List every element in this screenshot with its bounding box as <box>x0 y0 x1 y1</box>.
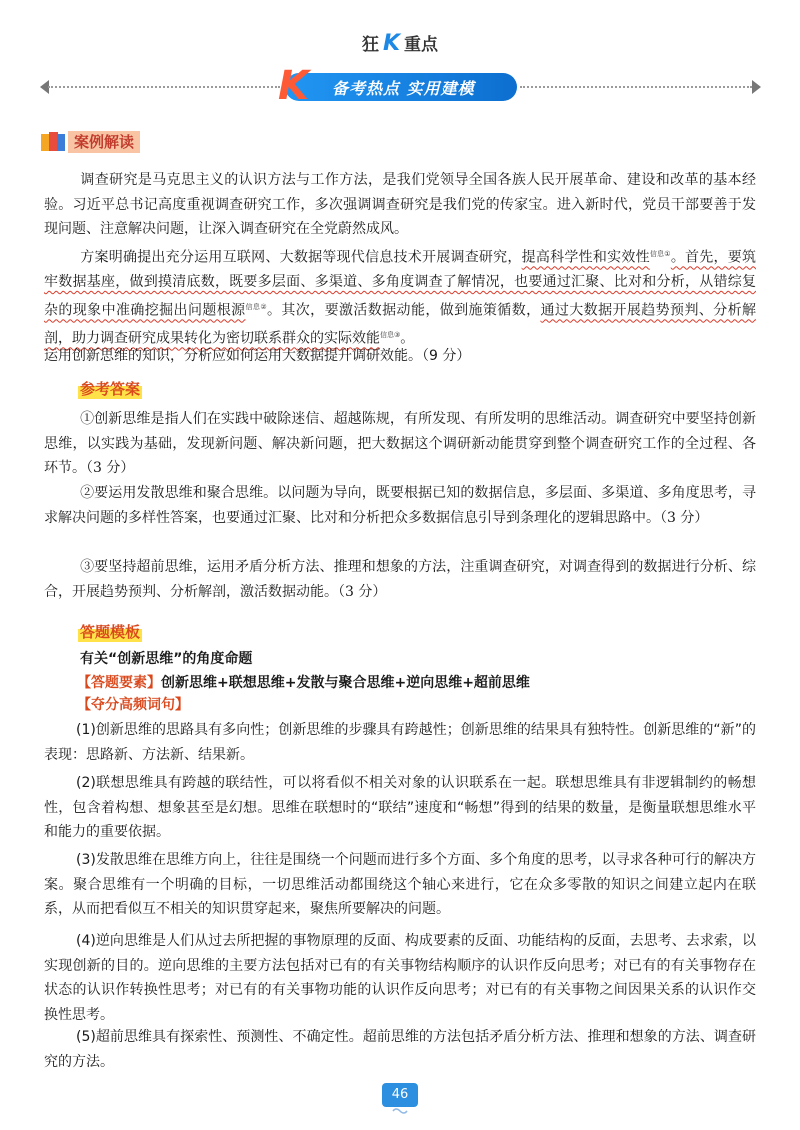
brand-k-logo: K <box>382 31 401 56</box>
keyword-item-3-text: (3)发散思维在思维方向上，往往是围绕一个问题而进行多个方面、多个角度的思考，以寻求各种可行的解决方案。聚合思维有一个明确的目标，一切思维活动都围绕这个轴心来进行，它在众多零散的知识之间建立起内在联系，从而把看似互不相关的知识贯穿起来，聚焦所要解决的问题。 <box>44 852 756 917</box>
divider-right <box>520 86 752 88</box>
banner-title: 备考热点 实用建模 <box>332 79 475 98</box>
case-p2-highlight-1: 提高科学性和实效性 <box>521 249 650 266</box>
page-number: 46 <box>382 1083 418 1107</box>
info-marker-1: 信息① <box>649 250 671 258</box>
answer-3-text: ③要坚持超前思维，运用矛盾分析方法、推理和想象的方法，注重调查研究，对调查得到的数据进行分析、综合，开展趋势预判、分析解剖，激活数据动能。（3 分） <box>44 559 756 600</box>
answer-section-label: 参考答案 <box>80 380 141 398</box>
case-p2-highlight-2: 。首先，要筑牢数据基座，做到摸清底数，既要多层面、多渠道、多角度调查了解情况，也要通过汇聚、比对和分析，从错综复杂的现象中准确挖掘出问题根源 <box>44 249 757 319</box>
keyword-item-1-text: (1)创新思维的思路具有多向性；创新思维的步骤具有跨越性；创新思维的结果具有独特性。创新思维的“新”的表现：思路新、方法新、结果新。 <box>44 722 756 763</box>
template-elements <box>77 672 530 692</box>
template-section-label: 答题模板 <box>80 623 141 641</box>
info-marker-2: 信息② <box>245 302 267 311</box>
brand-left: 狂 <box>361 35 379 55</box>
elements-text: 创新思维+联想思维+发散与聚合思维+逆向思维+超前思维 <box>161 675 530 691</box>
case-p1-text: 调查研究是马克思主义的认识方法与工作方法，是我们党领导全国各族人民开展革命、建设和改革的基本经验。习近平总书记高度重视调查研究工作，多次强调调查研究是我们党的传家宝。进入新时代，党员干部要善于发现问题、注意解决问题，让深入调查研究在全党蔚然成风。 <box>44 172 756 237</box>
elements-tag: 【答题要素】 <box>77 675 161 691</box>
answer-3 <box>44 555 756 604</box>
right-arrow-icon <box>752 80 761 94</box>
keyword-item-2 <box>44 771 756 845</box>
case-p2-text-d: 。其次，要激活数据动能，做到施策循数， <box>267 302 541 319</box>
case-paragraph-1 <box>44 168 756 242</box>
keyword-item-3 <box>44 848 756 922</box>
info-marker-3: 信息③ <box>380 330 401 339</box>
keyword-item-5 <box>44 1025 756 1074</box>
case-question: 运用创新思维的知识，分析应如何运用大数据提升调研效能。（9 分） <box>44 348 471 364</box>
case-p2-text-end: 。 <box>400 330 415 347</box>
keyword-item-2-text: (2)联想思维具有跨越的联结性，可以将看似不相关对象的认识联系在一起。联想思维具有非逻辑制约的畅想性，包含着构想、想象甚至是幻想。思维在联想时的“联结”速度和“畅想”得到的结果的数量，是衡量联想思维水平和能力的重要依据。 <box>44 775 756 840</box>
brand-right: 重点 <box>404 35 439 55</box>
wave-ornament-icon <box>392 1107 408 1115</box>
keyword-item-5-text: (5)超前思维具有探索性、预测性、不确定性。超前思维的方法包括矛盾分析方法、推理和想象的方法、调查研究的方法。 <box>44 1029 756 1070</box>
header-brand <box>0 30 800 56</box>
answer-1 <box>44 407 756 481</box>
divider-left <box>48 86 280 88</box>
banner-k-logo: K <box>278 63 309 109</box>
answer-1-text: ①创新思维是指人们在实践中破除迷信、超越陈规，有所发现、有所发明的思维活动。调查研究中要坚持创新思维，以实践为基础，发现新问题、解决新问题，把大数据这个调研新动能贯穿到整个调查研究工作的全过程、各环节。（3 分） <box>44 411 756 476</box>
case-p2-highlight-3: 通过大数据开展趋势预判、分析解剖，助力调查研究成果转化为密切联系群众的实际效能 <box>44 302 757 347</box>
case-p2-text-a: 方案明确提出充分运用互联网、大数据等现代信息技术开展调查研究， <box>80 249 522 266</box>
book-icon <box>40 131 66 153</box>
case-paragraph-2 <box>44 242 756 351</box>
answer-2-text: ②要运用发散思维和聚合思维。以问题为导向，既要根据已知的数据信息，多层面、多渠道、多角度思考，寻求解决问题的多样性答案，也要通过汇聚、比对和分析把众多数据信息引导到条理化的逻辑思路中。（3 分） <box>44 485 756 526</box>
case-section-label: 案例解读 <box>68 131 140 153</box>
keyword-item-4-text: (4)逆向思维是人们从过去所把握的事物原理的反面、构成要素的反面、功能结构的反面，去思考、去求索，以实现创新的目的。逆向思维的主要方法包括对已有的有关事物结构顺序的认识作反向思考；对已有的有关事物存在状态的认识作转换性思考；对已有的有关事物功能的认识作反向思考；对已有的有关事物之间因果关系的认识作交换性思考。 <box>44 933 756 1023</box>
answer-2 <box>44 481 756 530</box>
keyword-item-4 <box>44 929 756 1027</box>
keywords-tag: 【夺分高频词句】 <box>77 697 189 713</box>
template-title: 有关“创新思维”的角度命题 <box>80 651 253 667</box>
keyword-item-1 <box>44 718 756 767</box>
